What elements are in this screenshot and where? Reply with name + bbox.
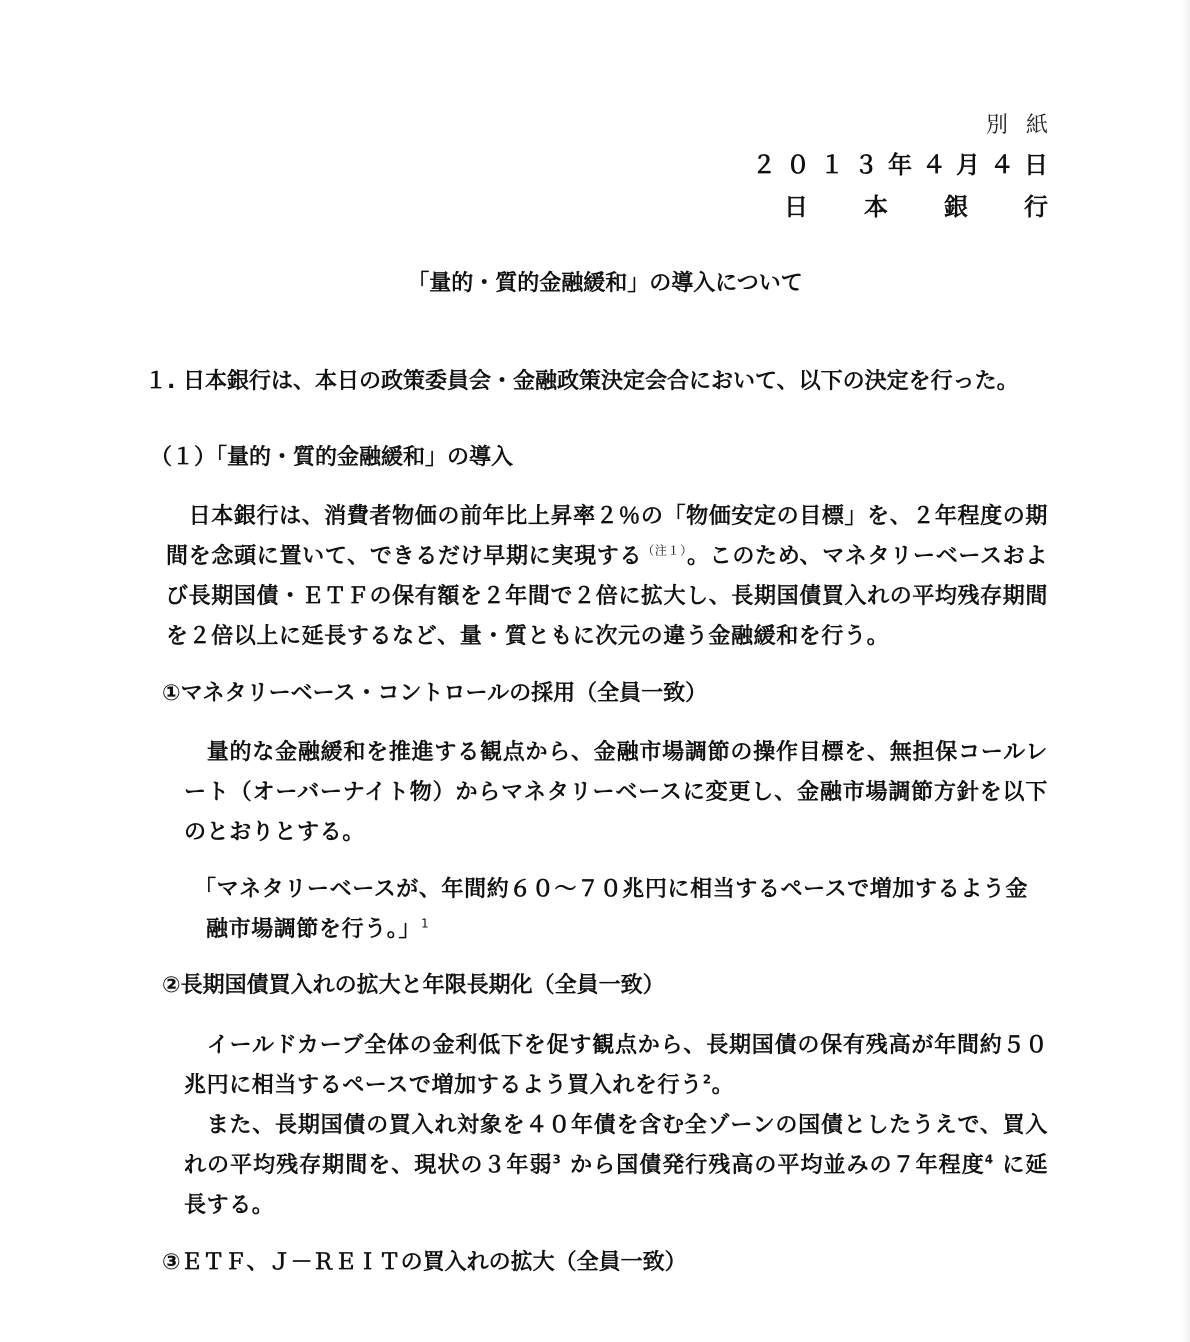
issuer-name: 日本銀行 xyxy=(784,193,1104,221)
item-3-heading: ③ＥＴＦ、Ｊ－ＲＥＩＴの買入れの拡大（全員一致） xyxy=(162,1250,687,1275)
footnote-3-marker: 3 xyxy=(552,1152,562,1167)
footnote-2-marker: 2 xyxy=(702,1072,712,1087)
subsection-1-paragraph-b: 。このため、マネタリーベースおよび長期国債・ＥＴＦの保有額を２年間で２倍に拡大し、長期国債買入れの平均残存期間を２倍以上に延長するなど、量・質ともに次元の違う金融緩和を行う。 xyxy=(166,544,1048,649)
item-2-paragraph-1-end: 。 xyxy=(711,1073,735,1098)
document-header xyxy=(752,108,1104,228)
item-1-paragraph: 量的な金融緩和を推進する観点から、金融市場調節の操作目標を、無担保コールレート（オーバーナイト物）からマネタリーベースに変更し、金融市場調節方針を以下のとおりとする。 xyxy=(184,740,1048,845)
subsection-1-paragraph-a: 日本銀行は、消費者物価の前年比上昇率２％の「物価安定の目標」を、２年程度の期間を念頭に置いて、できるだけ早期に実現する xyxy=(166,504,1048,569)
monetary-base-policy-quote xyxy=(194,870,1048,950)
item-2-paragraph-2-c: に延長する。 xyxy=(184,1153,1048,1218)
item-2-paragraph-1 xyxy=(184,1026,1048,1106)
document-title: 「量的・質的金融緩和」の導入について xyxy=(407,271,803,296)
document-date: ２０１３年４月４日 xyxy=(752,151,1058,179)
footnote-1-marker: 1 xyxy=(421,916,430,931)
subsection-1-heading: （１）「量的・質的金融緩和」の導入 xyxy=(150,445,514,470)
item-2-paragraph-2-a: また、長期国債の買入れ対象を４０年債を含む全ゾーンの国債としたうえで、買入れの平均残存期間を、現状の３年弱 xyxy=(184,1113,1048,1178)
footnote-4-marker: 4 xyxy=(984,1152,994,1167)
note-1-reference: （注１） xyxy=(642,543,687,558)
item-2-heading: ②長期国債買入れの拡大と年限長期化（全員一致） xyxy=(162,973,665,998)
item-2-paragraph-2 xyxy=(184,1106,1048,1226)
page-edge-shadow xyxy=(1182,0,1190,1342)
attachment-label: 別紙 xyxy=(985,113,1066,138)
item-1-heading: ①マネタリーベース・コントロールの採用（全員一致） xyxy=(162,681,708,706)
item-2-paragraph-1-text: イールドカーブ全体の金利低下を促す観点から、長期国債の保有残高が年間約５０兆円に相当するペースで増加するよう買入れを行う xyxy=(184,1033,1048,1098)
section-1-heading: １. 日本銀行は、本日の政策委員会・金融政策決定会合において、以下の決定を行った。 xyxy=(145,369,1019,394)
item-2-paragraph-2-b: から国債発行残高の平均並みの７年程度 xyxy=(561,1153,985,1178)
monetary-base-policy-quote-text: 「マネタリーベースが、年間約６０～７０兆円に相当するペースで増加するよう金融市場調節を行う。」 xyxy=(194,877,1029,942)
subsection-1-paragraph xyxy=(166,497,1048,657)
